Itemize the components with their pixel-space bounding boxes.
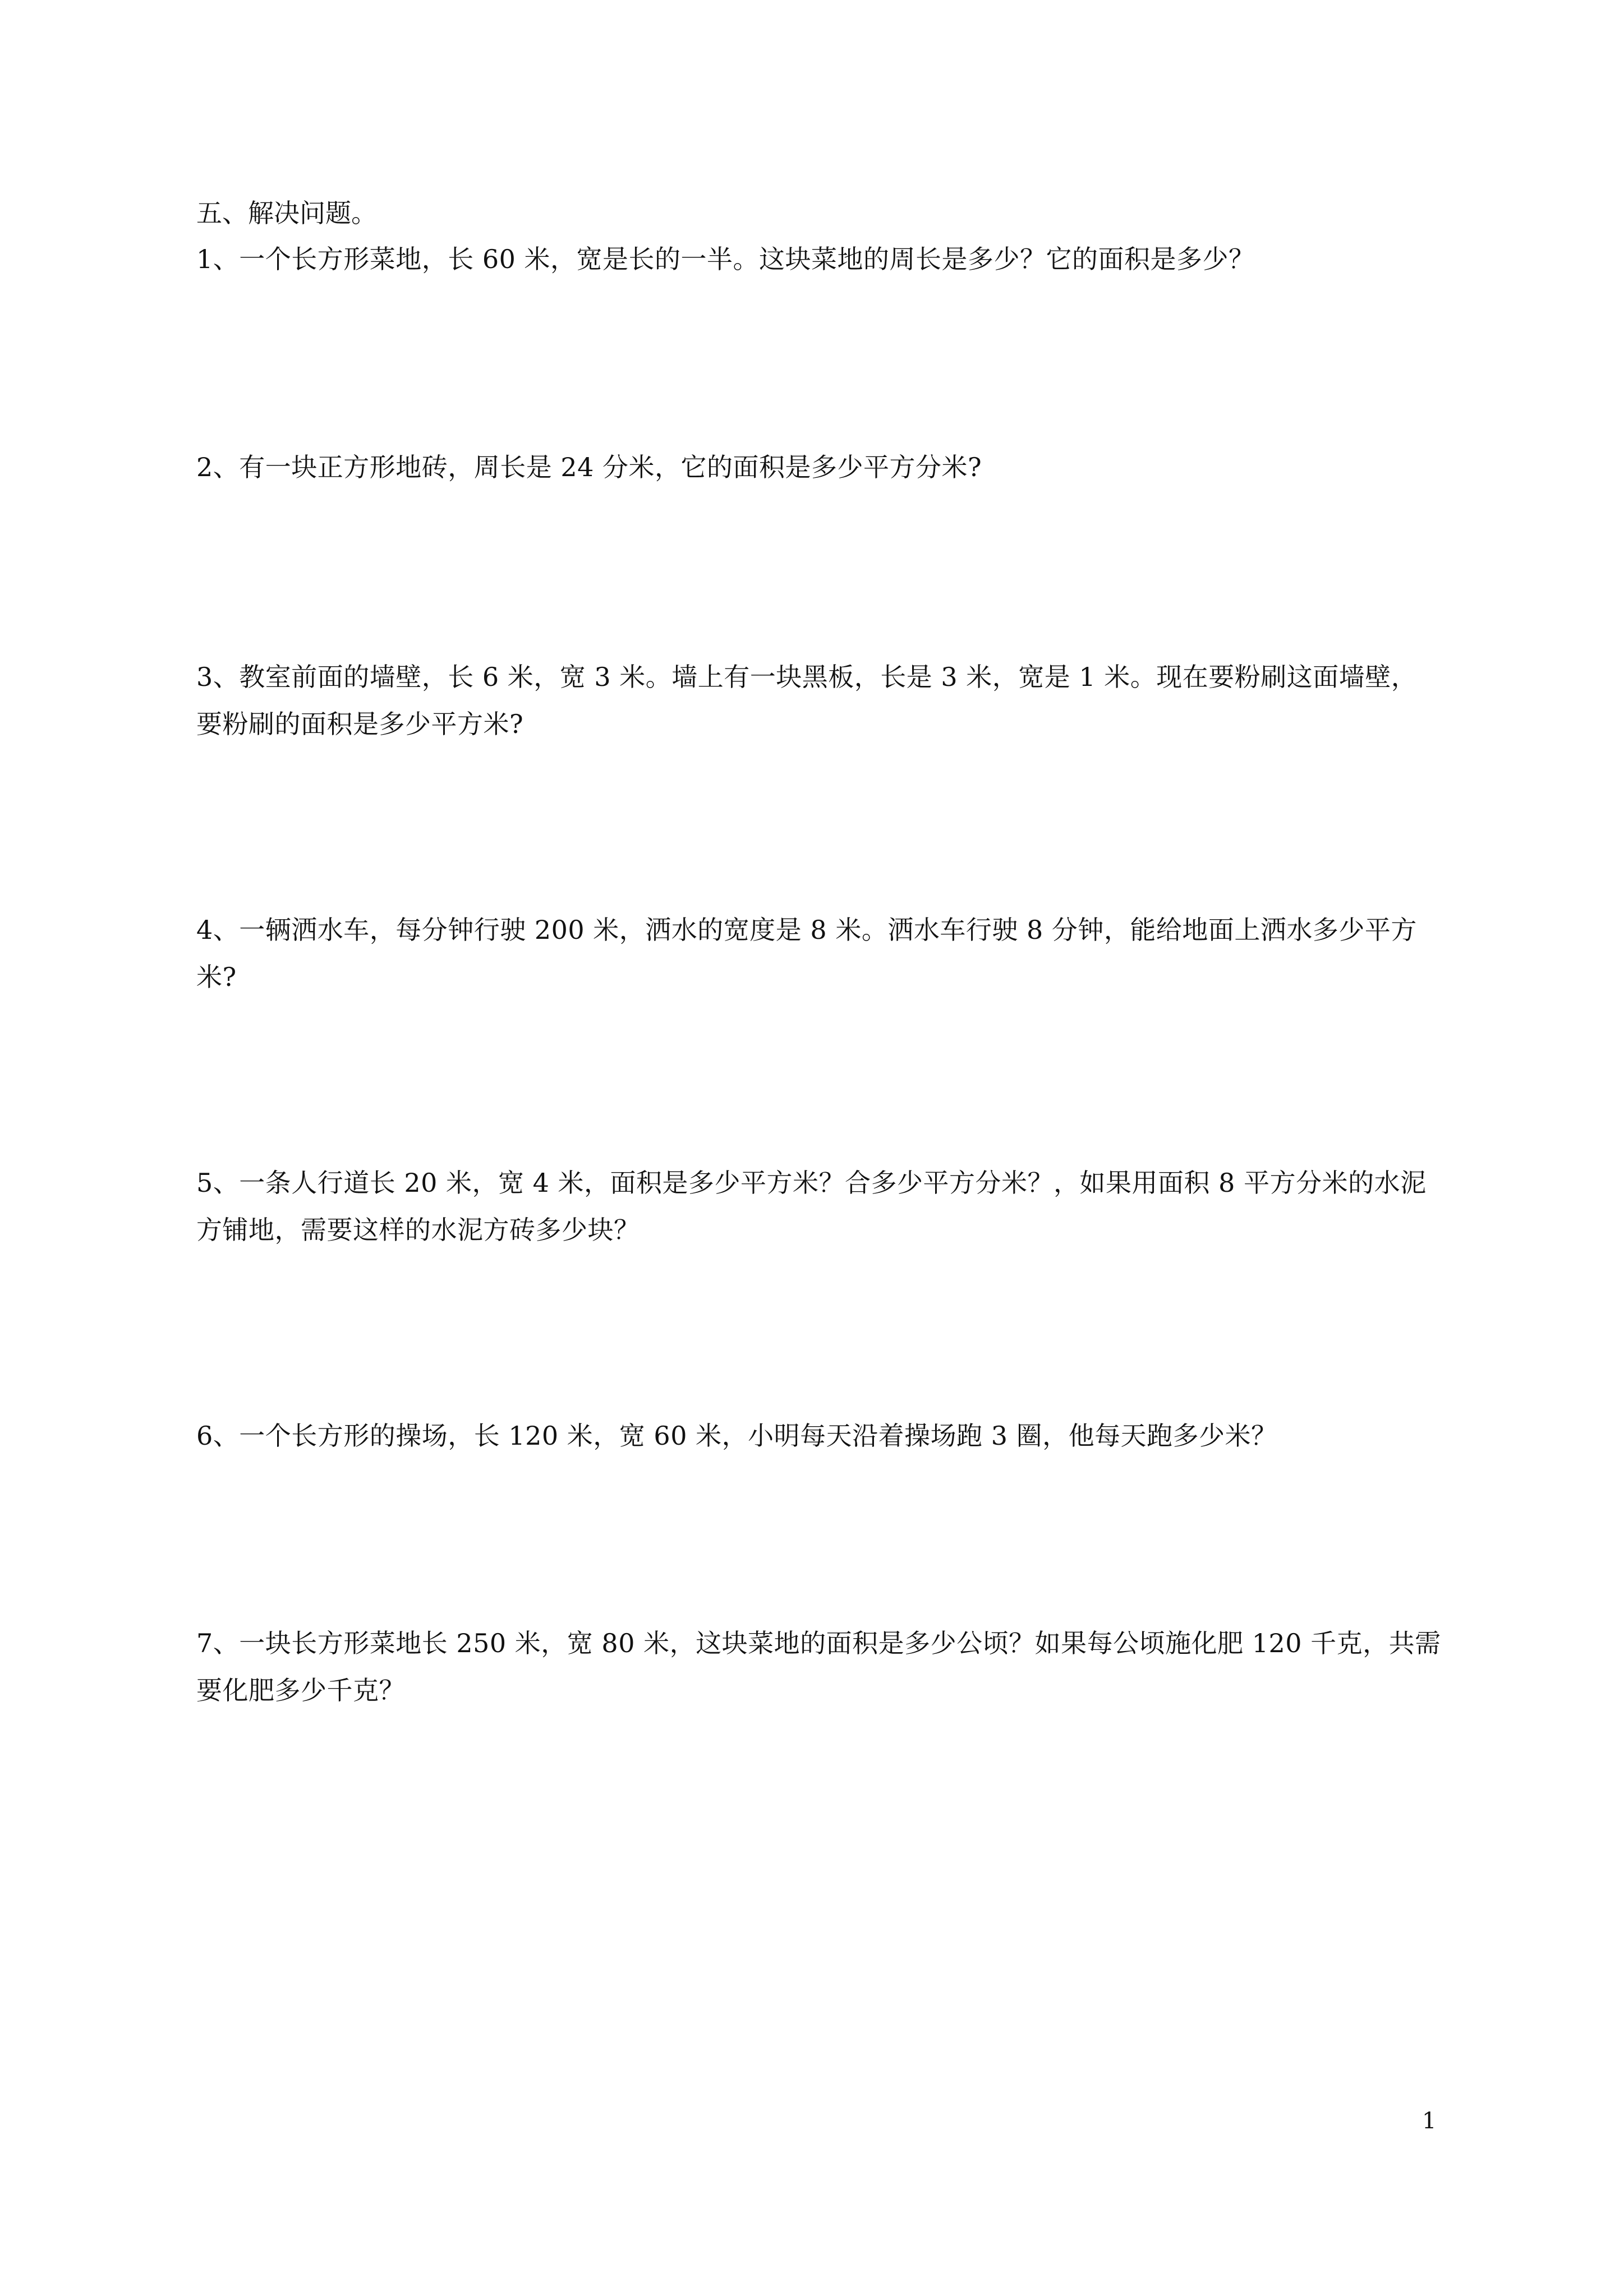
problem-4: 4、一辆洒水车，每分钟行驶 200 米，洒水的宽度是 8 米。洒水车行驶 8 分钟，能给地面上洒水多少平方米? — [196, 915, 1417, 992]
problem-5: 5、一条人行道长 20 米，宽 4 米，面积是多少平方米？合多少平方分米？，如果用面积 8 平方分米的水泥方铺地，需要这样的水泥方砖多少块？ — [196, 1168, 1427, 1245]
worksheet-content — [196, 191, 1442, 1714]
page-number: 1 — [1422, 2108, 1437, 2134]
problem-7: 7、一块长方形菜地长 250 米，宽 80 米，这块菜地的面积是多少公顷？如果每公顷施化肥 120 千克，共需要化肥多少千克？ — [196, 1628, 1441, 1705]
problem-3: 3、教室前面的墙壁，长 6 米，宽 3 米。墙上有一块黑板，长是 3 米，宽是 1 米。现在要粉刷这面墙壁，要粉刷的面积是多少平方米? — [196, 662, 1418, 739]
problem-1: 1、一个长方形菜地，长 60 米，宽是长的一半。这块菜地的周长是多少？它的面积是多少？ — [196, 244, 1255, 274]
problem-2: 2、有一块正方形地砖，周长是 24 分米，它的面积是多少平方分米? — [196, 452, 982, 482]
problem-6: 6、一个长方形的操场，长 120 米，宽 60 米，小明每天沿着操场跑 3 圈，他每天跑多少米？ — [196, 1421, 1277, 1451]
section-heading: 五、解决问题。 — [196, 198, 377, 228]
